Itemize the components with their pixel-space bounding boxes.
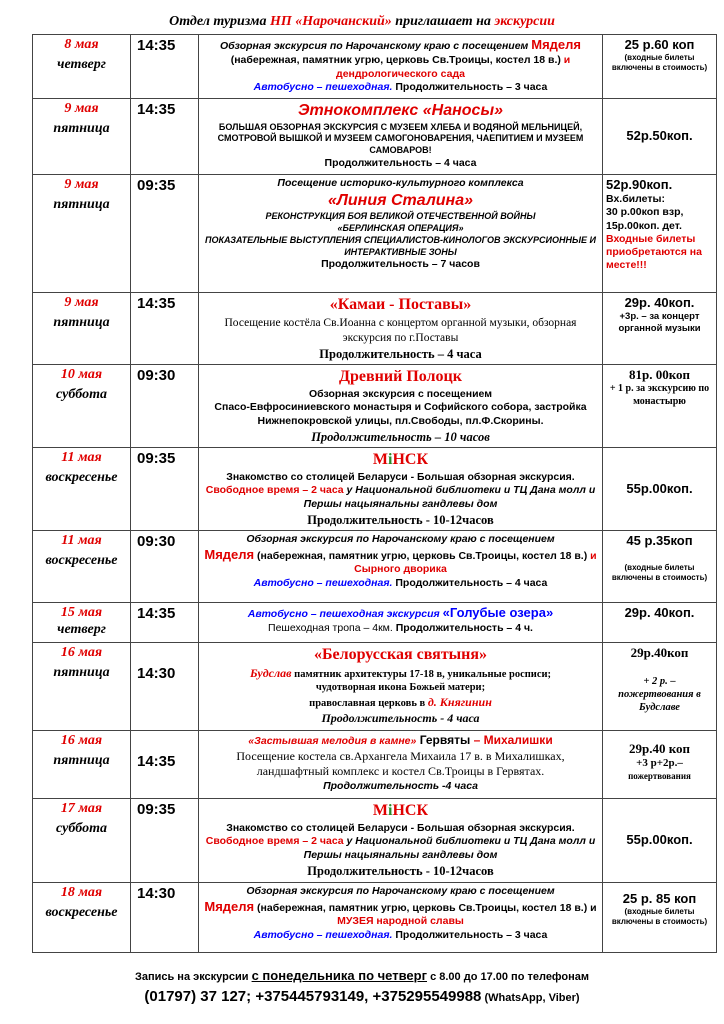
price: 29р. 40коп. bbox=[624, 295, 695, 310]
header-org: НП «Нарочанский» bbox=[269, 14, 392, 29]
desc-body: у Национальной библиотеки и ТЦ Дана молл и Першы нацыянальны гандлевы дом bbox=[303, 484, 596, 510]
desc-body: чудотворная икона Божьей матери; bbox=[315, 682, 486, 694]
date: 11 мая bbox=[61, 449, 102, 465]
excursion-title: «Голубые озера» bbox=[442, 604, 554, 620]
price-note: пожертвования bbox=[628, 770, 691, 781]
excursion-table bbox=[32, 34, 717, 953]
description bbox=[199, 798, 603, 882]
desc-duration: Продолжительность - 10-12часов bbox=[307, 512, 494, 527]
desc-body: Знакомство со столицей Беларуси - Большая обзорная экскурсия. bbox=[226, 470, 575, 483]
desc-duration: Продолжительность – 4 часа bbox=[319, 346, 482, 361]
date: 9 мая bbox=[64, 295, 99, 310]
table-row bbox=[33, 99, 717, 175]
table-row bbox=[33, 602, 717, 642]
desc-body: Посещение костёла Св.Иоанна с концертом органной музыки, обзорная экскурсия по г.Поставы bbox=[224, 316, 577, 344]
footer-booking bbox=[0, 968, 724, 983]
price: 29р. 40коп. bbox=[603, 602, 717, 642]
desc-text: Обзорная экскурсия по Нарочанскому краю с посещением bbox=[246, 884, 555, 897]
table-row bbox=[33, 293, 717, 365]
price-cell bbox=[603, 730, 717, 798]
desc-body: у Национальной библиотеки и ТЦ Дана молл и Першы нацыянальны гандлевы дом bbox=[303, 835, 596, 861]
time: 09:30 bbox=[131, 364, 199, 447]
date-cell bbox=[33, 642, 131, 730]
table-row bbox=[33, 364, 717, 447]
table-row bbox=[33, 798, 717, 882]
date-cell bbox=[33, 530, 131, 602]
price-cell bbox=[603, 882, 717, 952]
price-cell bbox=[603, 364, 717, 447]
desc-highlight: д. Княгинин bbox=[427, 694, 492, 709]
weekday: четверг bbox=[57, 621, 106, 637]
date: 11 мая bbox=[61, 532, 102, 548]
description bbox=[199, 882, 603, 952]
footer-days: с понедельника по четверг bbox=[251, 968, 428, 983]
desc-highlight: Мяделя bbox=[531, 37, 581, 52]
excursion-title: «Застывшая мелодия в камне» bbox=[248, 734, 417, 747]
desc-highlight: Свободное время – 2 часа bbox=[205, 484, 344, 497]
phone-numbers: (01797) 37 127; +375445793149, +375295549988 bbox=[144, 988, 482, 1005]
time: 09:30 bbox=[131, 530, 199, 602]
price: 25 р. 85 коп bbox=[622, 890, 697, 906]
time: 14:35 bbox=[131, 730, 199, 798]
desc-pre: Посещение историко-культурного комплекса bbox=[277, 177, 524, 189]
weekday: пятница bbox=[53, 197, 110, 212]
date: 18 мая bbox=[60, 884, 103, 900]
price-detail: Вх.билеты: bbox=[606, 193, 665, 206]
desc-duration: Продолжительность – 4 часа bbox=[392, 577, 548, 590]
description bbox=[199, 447, 603, 530]
table-row bbox=[33, 730, 717, 798]
desc-body: Знакомство со столицей Беларуси - Большая обзорная экскурсия. bbox=[226, 821, 575, 834]
footer-text: Запись на экскурсии bbox=[134, 971, 252, 983]
weekday: воскресенье bbox=[45, 904, 118, 920]
desc-body: БОЛЬШАЯ ОБЗОРНАЯ ЭКСКУРСИЯ С МУЗЕЕМ ХЛЕБА И ВОДЯНОЙ МЕЛЬНИЦЕЙ, СМОТРОВОЙ ВЫШКОЙ И МУЗЕЕМ САМОГОНОВАРЕНИЯ, ЧАЕПИТИЕМ И МУЗЕЕМ САМОВАРОВ! bbox=[217, 121, 584, 156]
price-cell bbox=[603, 642, 717, 730]
desc-body: «БЕРЛИНСКАЯ ОПЕРАЦИЯ» bbox=[337, 223, 464, 234]
desc-duration: Продолжительность -4 часа bbox=[323, 779, 478, 792]
table-row bbox=[33, 642, 717, 730]
description bbox=[199, 602, 603, 642]
time: 14:35 bbox=[131, 602, 199, 642]
date: 15 мая bbox=[60, 604, 103, 620]
table-row bbox=[33, 447, 717, 530]
desc-body: ПОКАЗАТЕЛЬНЫЕ ВЫСТУПЛЕНИЯ СПЕЦИАЛИСТОВ-КИНОЛОГОВ ЭКСКУРСИОННЫЕ И ИНТЕРАКТИВНЫЕ ЗОНЫ bbox=[205, 234, 596, 257]
date: 17 мая bbox=[60, 800, 103, 816]
table-row bbox=[33, 530, 717, 602]
desc-text: Пешеходная тропа – 4км. bbox=[268, 621, 396, 634]
desc-text: (набережная, памятник угрю, церковь Св.Троицы, костел 18 в.) и bbox=[254, 901, 597, 914]
desc-highlight: и Сырного дворика bbox=[354, 549, 597, 576]
price-cell bbox=[603, 35, 717, 99]
title-part: – Михалишки bbox=[473, 732, 553, 747]
desc-duration: Продолжительность - 4 часа bbox=[321, 710, 480, 725]
description bbox=[199, 293, 603, 365]
price: 55р.00коп. bbox=[603, 447, 717, 530]
price-note: (входные билеты включены в стоимость) bbox=[611, 53, 708, 73]
desc-mode: Автобусно – пешеходная экскурсия bbox=[247, 607, 443, 620]
desc-highlight: Мяделя bbox=[204, 898, 255, 914]
price-cell bbox=[603, 530, 717, 602]
weekday: четверг bbox=[57, 57, 106, 72]
desc-duration: Продолжительность – 3 часа bbox=[392, 929, 548, 942]
desc-highlight: Свободное время – 2 часа bbox=[205, 835, 344, 848]
desc-text: (набережная, памятник угрю, церковь Св.Троицы, костел 18 в.) bbox=[254, 549, 591, 562]
messengers: (WhatsApp, Viber) bbox=[481, 992, 580, 1004]
weekday: пятница bbox=[53, 752, 110, 768]
date: 9 мая bbox=[64, 177, 99, 192]
title-part: М bbox=[372, 801, 389, 819]
price: 29р.40коп bbox=[630, 644, 689, 660]
title-part: НСК bbox=[392, 801, 429, 819]
price: 52р.90коп. bbox=[606, 177, 673, 192]
title-part: і bbox=[388, 801, 393, 819]
excursion-title: Этнокомплекс «Наносы» bbox=[298, 102, 503, 119]
excursion-title: «Линия Сталина» bbox=[327, 191, 474, 209]
date-cell bbox=[33, 99, 131, 175]
weekday: воскресенье bbox=[45, 469, 118, 485]
price-note: + 1 р. за экскурсию по монастырю bbox=[609, 383, 710, 407]
price: 55р.00коп. bbox=[603, 798, 717, 882]
price-note: (входные билеты включены в стоимость) bbox=[611, 907, 708, 927]
date-cell bbox=[33, 175, 131, 293]
date: 8 мая bbox=[64, 37, 99, 52]
desc-duration: Продолжительность – 7 часов bbox=[321, 258, 480, 271]
title-part: НСК bbox=[392, 450, 429, 468]
time: 14:30 bbox=[131, 642, 199, 730]
weekday: воскресенье bbox=[45, 552, 118, 568]
price: 45 р.35коп bbox=[626, 532, 693, 548]
price-note: +3р. – за концерт органной музыки bbox=[618, 311, 701, 335]
date-cell bbox=[33, 35, 131, 99]
desc-text: (набережная, памятник угрю, церковь Св.Троицы, костел 18 в.) bbox=[230, 53, 564, 66]
excursion-title: «Камаи - Поставы» bbox=[329, 296, 472, 313]
description bbox=[199, 175, 603, 293]
desc-mode: Автобусно – пешеходная. bbox=[253, 929, 393, 942]
desc-highlight: Будслав bbox=[249, 665, 292, 680]
date-cell bbox=[33, 798, 131, 882]
date: 10 мая bbox=[60, 366, 103, 382]
price-detail: 30 р.00коп взр, bbox=[606, 206, 684, 219]
excursion-title bbox=[202, 450, 599, 471]
desc-text: Обзорная экскурсия по Нарочанскому краю с посещением bbox=[246, 532, 555, 545]
title-part: Гервяты bbox=[416, 732, 474, 747]
excursion-title bbox=[202, 801, 599, 822]
description bbox=[199, 530, 603, 602]
desc-body: памятник архитектуры 17-18 в, уникальные росписи; bbox=[291, 668, 552, 680]
price-note: + 2 р. – пожертвования в Будславе bbox=[618, 676, 701, 714]
price: 52р.50коп. bbox=[603, 99, 717, 175]
footer-phones bbox=[0, 988, 724, 1005]
price: 29р.40 коп bbox=[628, 740, 691, 756]
time: 09:35 bbox=[131, 175, 199, 293]
header-text-2: приглашает на bbox=[391, 14, 495, 29]
table-row bbox=[33, 35, 717, 99]
date: 9 мая bbox=[64, 101, 99, 116]
title-part: і bbox=[388, 450, 393, 468]
date-cell bbox=[33, 447, 131, 530]
price: 25 р.60 коп bbox=[624, 37, 695, 52]
date-cell bbox=[33, 602, 131, 642]
price-detail: +3 р+2р.– bbox=[636, 757, 683, 770]
date: 16 мая bbox=[60, 732, 103, 748]
date-cell bbox=[33, 730, 131, 798]
desc-highlight: МУЗЕЯ народной славы bbox=[337, 915, 464, 928]
desc-highlight: Мяделя bbox=[204, 546, 255, 562]
desc-highlight: и дендрологического сада bbox=[336, 53, 571, 80]
price-cell bbox=[603, 293, 717, 365]
date-cell bbox=[33, 882, 131, 952]
weekday: пятница bbox=[53, 664, 110, 680]
desc-duration: Продолжительность – 4 часа bbox=[324, 156, 477, 169]
date: 16 мая bbox=[60, 644, 103, 660]
time: 09:35 bbox=[131, 798, 199, 882]
date-cell bbox=[33, 364, 131, 447]
time: 14:30 bbox=[131, 882, 199, 952]
title-part: М bbox=[372, 450, 389, 468]
price: 81р. 00коп bbox=[628, 366, 691, 382]
description bbox=[199, 730, 603, 798]
time: 09:35 bbox=[131, 447, 199, 530]
desc-duration: Продолжительность – 10 часов bbox=[311, 429, 490, 444]
page-header bbox=[0, 14, 724, 30]
description bbox=[199, 35, 603, 99]
header-text-3: экскурсии bbox=[494, 14, 555, 29]
desc-text: Обзорная экскурсия по Нарочанскому краю с посещением bbox=[219, 40, 532, 52]
price-cell bbox=[603, 175, 717, 293]
header-text: Отдел туризма bbox=[169, 14, 270, 29]
desc-body: Посещение костела св.Архангела Михаила 17 в. в Михалишках, ландшафтный комплекс и костел Св.Троицы в Гервятах. bbox=[236, 748, 565, 779]
desc-mode: Автобусно – пешеходная. bbox=[253, 81, 393, 94]
desc-body: Обзорная экскурсия с посещением bbox=[308, 387, 492, 400]
desc-body: РЕКОНСТРУКЦИЯ БОЯ ВЕЛИКОЙ ОТЕЧЕСТВЕННОЙ ВОЙНЫ bbox=[265, 211, 536, 222]
table-row bbox=[33, 882, 717, 952]
footer-text: с 8.00 до 17.00 по телефонам bbox=[427, 971, 590, 983]
weekday: пятница bbox=[53, 315, 110, 330]
description bbox=[199, 642, 603, 730]
time: 14:35 bbox=[131, 35, 199, 99]
excursion-title: «Белорусская святыня» bbox=[313, 645, 488, 663]
weekday: суббота bbox=[55, 820, 107, 836]
weekday: суббота bbox=[55, 386, 107, 402]
time: 14:35 bbox=[131, 293, 199, 365]
weekday: пятница bbox=[53, 121, 110, 136]
price-detail: 15р.00коп. дет. bbox=[606, 219, 682, 232]
desc-duration: Продолжительность - 10-12часов bbox=[307, 863, 494, 878]
price-warning: Входные билеты приобретаются на месте!!! bbox=[606, 232, 702, 271]
time: 14:35 bbox=[131, 99, 199, 175]
desc-mode: Автобусно – пешеходная. bbox=[253, 577, 393, 590]
description bbox=[199, 99, 603, 175]
desc-body: православная церковь в bbox=[309, 697, 428, 709]
description bbox=[199, 364, 603, 447]
desc-duration: Продолжительность – 4 ч. bbox=[395, 621, 533, 634]
desc-duration: Продолжительность – 3 часа bbox=[392, 81, 548, 94]
table-row bbox=[33, 175, 717, 293]
desc-body: Спасо-Евфросиниевского монастыря и Софийского собора, застройка Нижнепокровской улицы, пл.Свободы, пл.Ф.Скорины. bbox=[214, 401, 587, 427]
date-cell bbox=[33, 293, 131, 365]
price-note: (входные билеты включены в стоимость) bbox=[611, 563, 708, 583]
excursion-title: Древний Полоцк bbox=[339, 367, 462, 385]
